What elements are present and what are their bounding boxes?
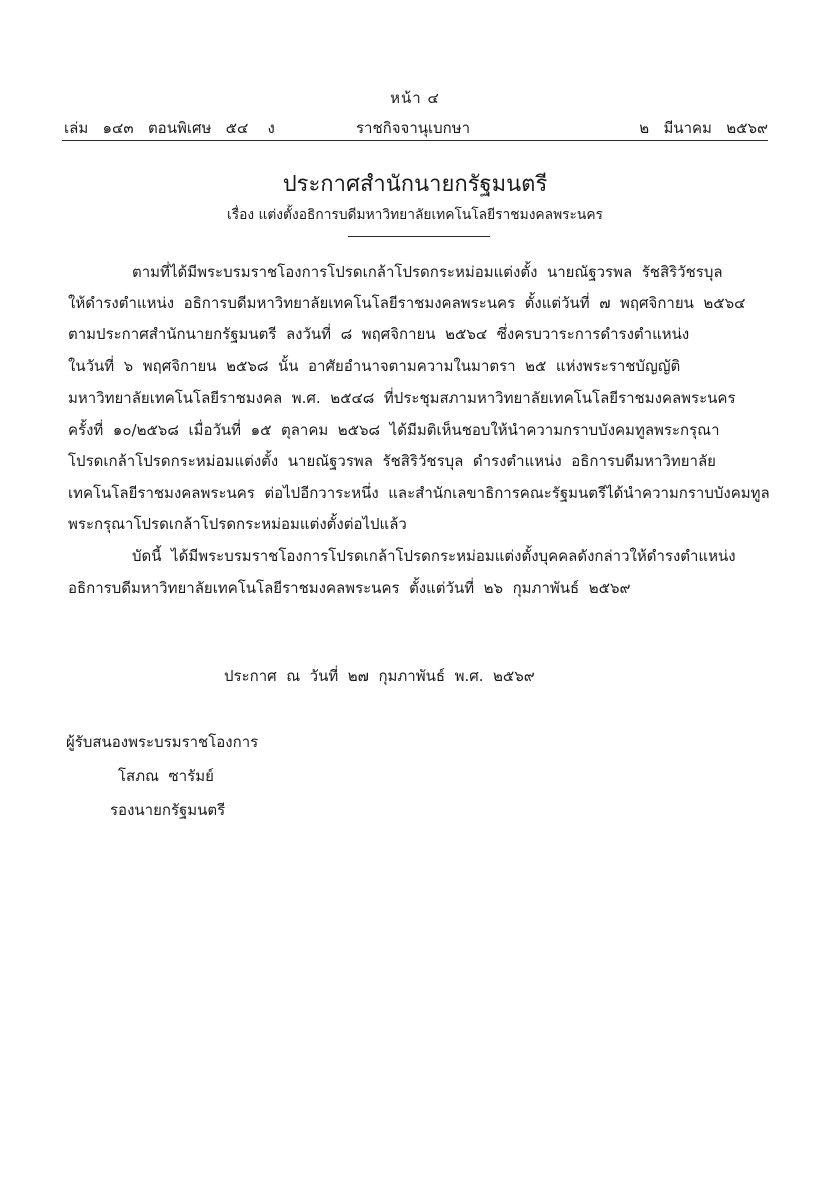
title-underline <box>348 236 490 237</box>
volume-issue: เล่ม ๑๔๓ ตอนพิเศษ ๕๔ ง <box>64 119 275 137</box>
signatory-position: รองนายกรัฐมนตรี <box>110 801 226 819</box>
body-line: มหาวิทยาลัยเทคโนโลยีราชมงคล พ.ศ. ๒๕๔๘ ที่ประชุมสภามหาวิทยาลัยเทคโนโลยีราชมงคลพระนคร <box>68 389 736 407</box>
body-line: พระกรุณาโปรดเกล้าโปรดกระหม่อมแต่งตั้งต่อไปแล้ว <box>68 515 407 533</box>
body-line: อธิการบดีมหาวิทยาลัยเทคโนโลยีราชมงคลพระนคร ตั้งแต่วันที่ ๒๖ กุมภาพันธ์ ๒๕๖๙ <box>68 579 631 597</box>
document-subject: เรื่อง แต่งตั้งอธิการบดีมหาวิทยาลัยเทคโนโลยีราชมงคลพระนคร <box>227 207 603 223</box>
announcement-date: ประกาศ ณ วันที่ ๒๗ กุมภาพันธ์ พ.ศ. ๒๕๖๙ <box>224 667 535 685</box>
publication-date: ๒ มีนาคม ๒๕๖๙ <box>639 119 768 137</box>
body-line: โปรดเกล้าโปรดกระหม่อมแต่งตั้ง นายณัฐวรพล รัชสิริวัชรบุล ดำรงตำแหน่ง อธิการบดีมหาวิทยาลัย <box>68 452 716 470</box>
body-line: ตามที่ได้มีพระบรมราชโองการโปรดเกล้าโปรดกระหม่อมแต่งตั้ง นายณัฐวรพล รัชสิริวัชรบุล <box>132 263 723 281</box>
countersign-label: ผู้รับสนองพระบรมราชโองการ <box>66 733 259 751</box>
page-number: หน้า ๔ <box>390 89 440 107</box>
publication-name: ราชกิจจานุเบกษา <box>356 119 471 137</box>
body-line: ครั้งที่ ๑๐/๒๕๖๘ เมื่อวันที่ ๑๕ ตุลาคม ๒๕๖๘ ได้มีมติเห็นชอบให้นำความกราบบังคมทูลพระกรุณา <box>68 421 720 439</box>
body-line: เทคโนโลยีราชมงคลพระนคร ต่อไปอีกวาระหนึ่ง และสำนักเลขาธิการคณะรัฐมนตรีได้นำความกราบบังคมทูล <box>68 484 770 502</box>
body-line: บัดนี้ ได้มีพระบรมราชโองการโปรดเกล้าโปรดกระหม่อมแต่งตั้งบุคคลดังกล่าวให้ดำรงตำแหน่ง <box>132 547 736 565</box>
gazette-header <box>64 116 768 138</box>
body-line: ในวันที่ ๖ พฤศจิกายน ๒๕๖๘ นั้น อาศัยอำนาจตามความในมาตรา ๒๕ แห่งพระราชบัญญัติ <box>68 357 681 375</box>
body-line: ตามประกาศสำนักนายกรัฐมนตรี ลงวันที่ ๘ พฤศจิกายน ๒๕๖๔ ซึ่งครบวาระการดำรงตำแหน่ง <box>68 325 690 343</box>
signatory-name: โสภณ ซารัมย์ <box>118 767 214 785</box>
document-title: ประกาศสำนักนายกรัฐมนตรี <box>282 172 548 197</box>
body-line: ให้ดำรงตำแหน่ง อธิการบดีมหาวิทยาลัยเทคโนโลยีราชมงคลพระนคร ตั้งแต่วันที่ ๗ พฤศจิกายน ๒๕๖๔ <box>68 294 746 312</box>
header-divider <box>62 140 768 141</box>
